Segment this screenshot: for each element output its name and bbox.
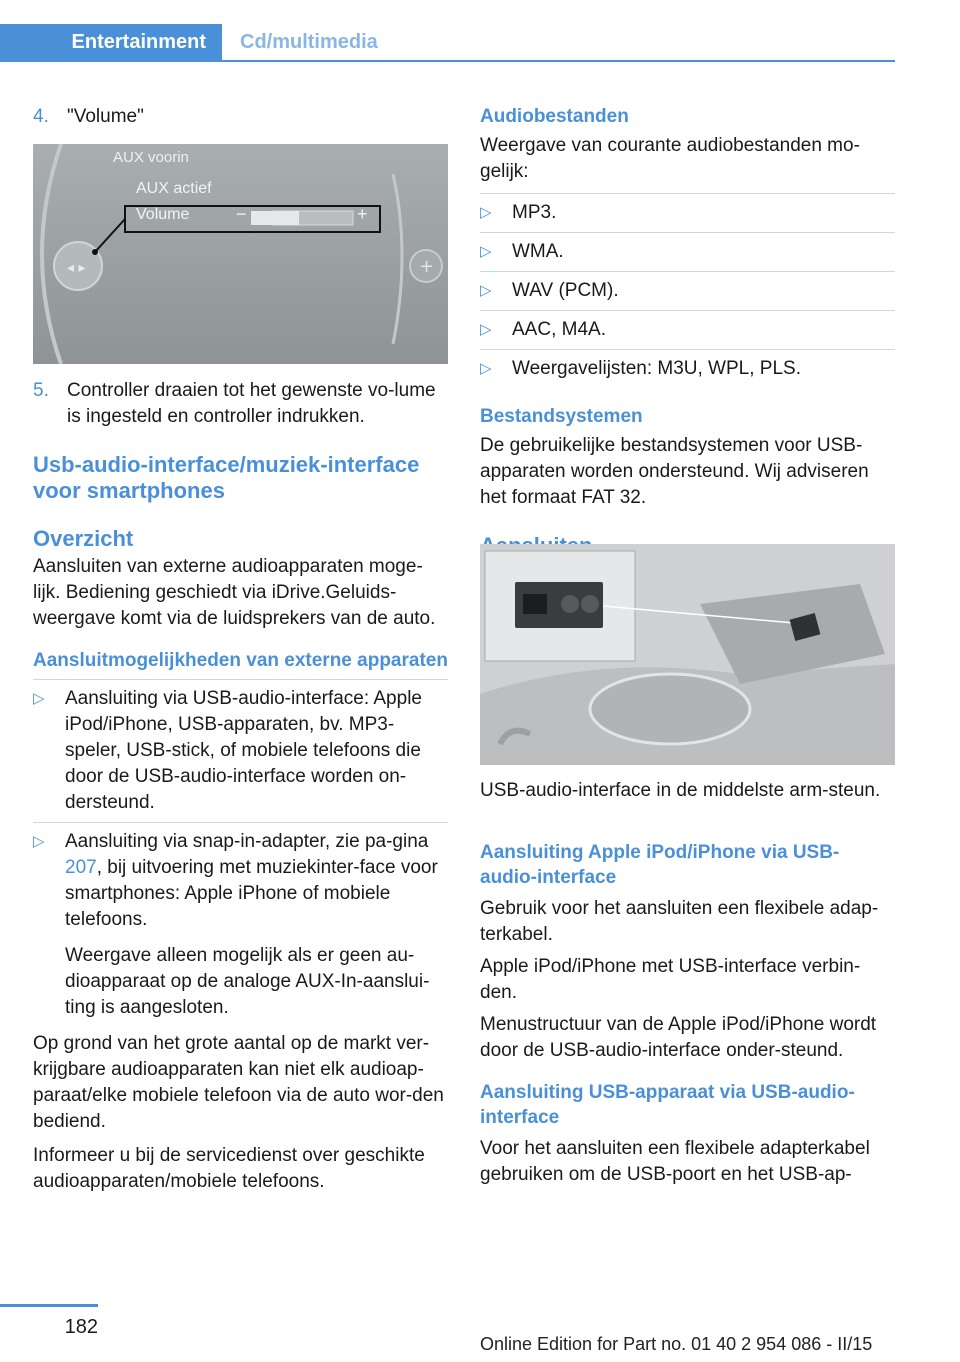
informeer-paragraph: Informeer u bij de servicedienst over geschikte audioapparaten/mobiele telefoons. — [33, 1145, 425, 1192]
svg-text:◂ ▸: ◂ ▸ — [67, 260, 86, 276]
step-5: 5. Controller draaien tot het gewenste vo-lume is ingesteld en controller indrukken. — [33, 380, 436, 427]
right-column-lower — [480, 778, 895, 1188]
divider — [33, 822, 448, 823]
divider — [33, 679, 448, 680]
tab-cd-multimedia: Cd/multimedia — [240, 31, 378, 53]
header-rule — [0, 60, 895, 62]
section-title: Usb-audio-interface/muziek-interface voor smartphones — [33, 452, 420, 503]
divider — [480, 232, 895, 233]
triangle-bullet-icon: ▷ — [480, 282, 492, 299]
usb-armrest-figure — [480, 544, 895, 765]
page-header — [0, 24, 895, 62]
list-item: ▷ Aansluiting via snap-in-adapter, zie pa-gina 207, bij uitvoering met muziekinter-face voor smartphones: Apple iPhone of mobiele telefoons. Weergave alleen mogelijk als er geen au-dioapparaat op de analoge AUX-In-aanslui-ting is aangesloten. — [33, 829, 448, 1021]
divider — [480, 310, 895, 311]
volume-plus: + — [357, 204, 368, 224]
idrive-screen-illustration — [33, 144, 448, 364]
ipod-paragraph-2: Apple iPod/iPhone met USB-interface verbin-den. — [480, 956, 861, 1003]
list-item: ▷ WAV (PCM). — [480, 278, 895, 304]
armrest-photo-illustration — [480, 544, 895, 765]
divider — [480, 349, 895, 350]
footer-rule — [0, 1304, 98, 1307]
overzicht-paragraph: Aansluiten van externe audioapparaten moge-lijk. Bediening geschiedt via iDrive.Geluids-weergave komt via de luidsprekers van de auto. — [33, 556, 436, 629]
svg-text:+: + — [419, 256, 435, 277]
volume-label: Volume — [136, 206, 190, 223]
triangle-bullet-icon: ▷ — [33, 690, 45, 707]
list-item: ▷ WMA. — [480, 239, 895, 265]
idrive-volume-figure — [33, 144, 448, 364]
ipod-heading: Aansluiting Apple iPod/iPhone via USB-audio-interface — [480, 842, 840, 888]
triangle-bullet-icon: ▷ — [480, 321, 492, 338]
audiobestanden-heading: Audiobestanden — [480, 106, 629, 127]
ipod-paragraph-3: Menustructuur van de Apple iPod/iPhone wordt door de USB-audio-interface onder-steund. — [480, 1014, 877, 1061]
page-number: 182 — [64, 1316, 98, 1338]
audiobestanden-paragraph: Weergave van courante audiobestanden mo-gelijk: — [480, 135, 860, 182]
triangle-bullet-icon: ▷ — [480, 360, 492, 377]
mogelijkheden-heading: Aansluitmogelijkheden van externe apparaten — [33, 650, 448, 671]
bestandsystemen-paragraph: De gebruikelijke bestandsystemen voor USB-apparaten worden ondersteund. Wij adviseren het formaat FAT 32. — [480, 435, 869, 508]
usb-heading: Aansluiting USB-apparaat via USB-audio-interface — [480, 1082, 855, 1128]
list-item: ▷ Weergavelijsten: M3U, WPL, PLS. — [480, 356, 895, 382]
grond-paragraph: Op grond van het grote aantal op de markt ver-krijgbare audioapparaten kan niet elk audioap-paraat/elke mobiele telefoon via de auto wor-den bediend. — [33, 1033, 444, 1132]
bestandsystemen-heading: Bestandsystemen — [480, 406, 643, 427]
edition-text: Online Edition for Part no. 01 40 2 954 086 - II/15 — [480, 1334, 873, 1354]
left-column — [33, 104, 448, 130]
tab-entertainment: Entertainment — [0, 24, 222, 61]
divider — [480, 193, 895, 194]
left-column-body — [33, 378, 448, 1195]
divider — [480, 271, 895, 272]
step-4: 4. "Volume" — [33, 106, 144, 127]
triangle-bullet-icon: ▷ — [33, 833, 45, 850]
list-item: ▷ MP3. — [480, 200, 895, 226]
page-link[interactable]: 207 — [65, 857, 97, 878]
bullet-note: Weergave alleen mogelijk als er geen au-dioapparaat op de analoge AUX-In-aanslui-ting is aangesloten. — [65, 945, 430, 1018]
right-column — [480, 104, 895, 559]
volume-minus: − — [236, 204, 247, 224]
triangle-bullet-icon: ▷ — [480, 204, 492, 221]
aux-title: AUX voorin — [113, 149, 189, 166]
list-item: ▷ Aansluiting via USB-audio-interface: Apple iPod/iPhone, USB-apparaten, bv. MP3-speler, USB-stick, of mobiele telefoons die door de USB-audio-interface worden on-dersteund. — [33, 688, 422, 813]
triangle-bullet-icon: ▷ — [480, 243, 492, 260]
list-item: ▷ AAC, M4A. — [480, 317, 895, 343]
aux-status: AUX actief — [136, 180, 212, 197]
overzicht-heading: Overzicht — [33, 526, 134, 551]
figure-caption: USB-audio-interface in de middelste arm-steun. — [480, 780, 881, 801]
usb-paragraph: Voor het aansluiten een flexibele adapterkabel gebruiken om de USB-poort en het USB-ap- — [480, 1138, 870, 1185]
ipod-paragraph-1: Gebruik voor het aansluiten een flexibele adap-terkabel. — [480, 898, 879, 945]
